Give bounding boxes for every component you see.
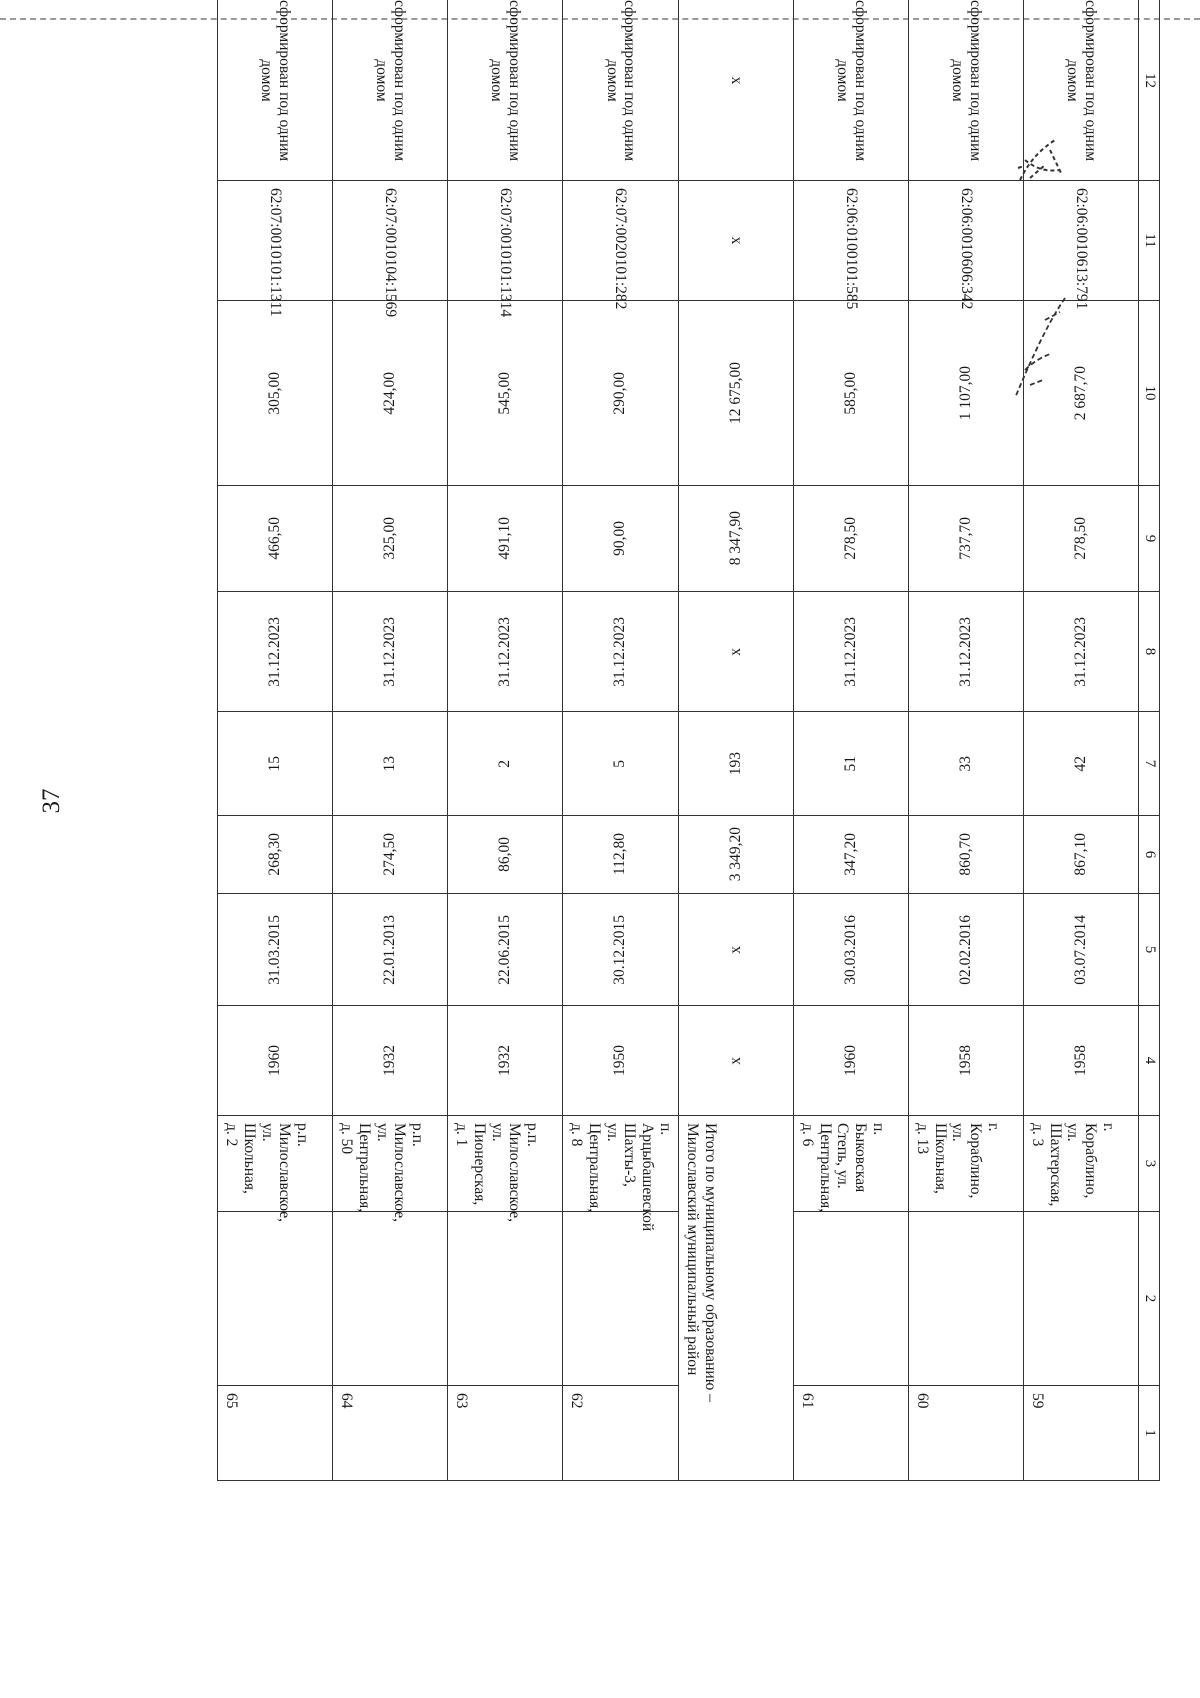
column-number-cell: 3: [1139, 1116, 1160, 1212]
cell-value: 31.12.2023: [496, 616, 514, 687]
cell-c8: [563, 592, 679, 712]
cell-c10: [333, 301, 448, 486]
column-number-cell: 2: [1139, 1212, 1160, 1386]
cell-value: 31.12.2023: [611, 616, 629, 687]
cell-c7: [794, 712, 909, 816]
column-number-cell: 4: [1139, 1006, 1160, 1116]
cell-c2: [333, 1212, 448, 1386]
cell-value: 8 347,90: [727, 511, 745, 566]
cell-c5: [563, 894, 679, 1006]
cell-c4: [794, 1006, 909, 1116]
cell-c8: [333, 592, 448, 712]
column-number-cell: 11: [1139, 181, 1160, 301]
cell-c4: [909, 1006, 1024, 1116]
cell-c6: [333, 816, 448, 894]
cell-c11: 62:07:0010101:1311: [218, 181, 333, 301]
cell-c2: [563, 1212, 679, 1386]
cell-c4: [333, 1006, 448, 1116]
cell-value: 15: [266, 755, 284, 772]
cell-value: 1932: [381, 1045, 399, 1076]
cell-c11: 62:06:0010613:791: [1024, 181, 1139, 301]
cell-value: 31.12.2023: [266, 616, 284, 687]
cell-c3: г. Кораблино, ул. Школьная, д. 13: [909, 1116, 1024, 1212]
table-row: [563, 0, 679, 1481]
cell-c5: [1024, 894, 1139, 1006]
cell-c9: [448, 486, 563, 592]
cell-c9: [1024, 486, 1139, 592]
cell-c6: [679, 816, 794, 894]
cell-c7: [909, 712, 1024, 816]
cell-c3: п. Быковская Степь, ул. Центральная, д. 6: [794, 1116, 909, 1212]
cell-c12: сформирован под одним домом: [794, 0, 909, 181]
cell-value: 30.12.2015: [611, 914, 629, 985]
cell-c7: [218, 712, 333, 816]
cell-value: 2 687,70: [1072, 365, 1090, 421]
housing-register-table: [217, 0, 1160, 1481]
table-row: [909, 0, 1024, 1481]
cell-c10: [679, 301, 794, 486]
rotated-sheet: [40, 0, 1160, 1550]
cell-c7: [448, 712, 563, 816]
cell-c1: 61: [794, 1386, 909, 1481]
cell-c2: [1024, 1212, 1139, 1386]
cell-value: 31.12.2023: [957, 616, 975, 687]
cell-value: 424,00: [381, 371, 399, 415]
cell-value: 491,10: [496, 517, 514, 560]
table-row: [333, 0, 448, 1481]
table-row: [794, 0, 909, 1481]
cell-c12: сформирован под одним домом: [1024, 0, 1139, 181]
cell-value: 585,00: [842, 371, 860, 415]
cell-c1: 62: [563, 1386, 679, 1481]
cell-c7: [679, 712, 794, 816]
cell-c1: 63: [448, 1386, 563, 1481]
cell-value: 305,00: [266, 371, 284, 415]
cell-value: 112,80: [611, 833, 629, 876]
cell-value: 2: [496, 759, 514, 768]
cell-c8: [1024, 592, 1139, 712]
cell-c12: сформирован под одним домом: [909, 0, 1024, 181]
signature-mark-bottom: [1005, 290, 1085, 410]
page-number: 37: [38, 788, 65, 814]
cell-value: 278,50: [842, 517, 860, 560]
cell-c4: [448, 1006, 563, 1116]
cell-c9: [218, 486, 333, 592]
cell-value: 30.03.2016: [842, 914, 860, 985]
cell-value: 13: [381, 755, 399, 772]
cell-c4: [563, 1006, 679, 1116]
cell-value: 290,00: [611, 371, 629, 415]
cell-c8: [218, 592, 333, 712]
table-row: [218, 0, 333, 1481]
cell-value: 3 349,20: [727, 827, 745, 882]
cell-value: 31.12.2023: [842, 616, 860, 687]
cell-value: 1950: [611, 1045, 629, 1076]
cell-c3: п. Арцыбашевской Шахты-3, ул. Центральная, д. 8: [563, 1116, 679, 1212]
cell-c8: [794, 592, 909, 712]
column-number-cell: 6: [1139, 816, 1160, 894]
cell-value: 51: [842, 755, 860, 772]
cell-value: 867,10: [1072, 833, 1090, 876]
cell-c7: [1024, 712, 1139, 816]
cell-value: 860,70: [957, 833, 975, 876]
cell-value: х: [727, 1056, 745, 1065]
cell-value: 1 107,00: [957, 365, 975, 421]
cell-value: х: [727, 647, 745, 656]
total-label-cell: Итого по муниципальному образованию – Милославский муниципальный район: [679, 1116, 794, 1481]
cell-c9: [909, 486, 1024, 592]
cell-value: 1960: [266, 1045, 284, 1076]
cell-value: 03.07.2014: [1072, 914, 1090, 985]
cell-value: 1958: [957, 1045, 975, 1076]
cell-c6: [563, 816, 679, 894]
cell-c2: [218, 1212, 333, 1386]
cell-value: 31.12.2023: [381, 616, 399, 687]
cell-value: 33: [957, 755, 975, 772]
cell-c2: [448, 1212, 563, 1386]
cell-value: 02.02.2016: [957, 914, 975, 985]
cell-c12: сформирован под одним домом: [218, 0, 333, 181]
cell-value: 86,00: [496, 837, 514, 872]
cell-value: 1932: [496, 1045, 514, 1076]
cell-c11: х: [679, 181, 794, 301]
cell-c3: р.п. Милославское, ул. Школьная, д. 2: [218, 1116, 333, 1212]
cell-c3: р.п. Милославское, ул. Пионерская, д. 1: [448, 1116, 563, 1212]
total-row: [679, 0, 794, 1481]
cell-c6: [218, 816, 333, 894]
cell-c5: [333, 894, 448, 1006]
column-number-cell: 12: [1139, 0, 1160, 181]
cell-value: 12 675,00: [727, 362, 745, 424]
cell-c1: 59: [1024, 1386, 1139, 1481]
cell-value: 347,20: [842, 833, 860, 876]
cell-c10: [218, 301, 333, 486]
cell-c5: [218, 894, 333, 1006]
cell-value: 278,50: [1072, 517, 1090, 560]
column-number-cell: 5: [1139, 894, 1160, 1006]
cell-c12: сформирован под одним домом: [563, 0, 679, 181]
column-number-cell: 7: [1139, 712, 1160, 816]
cell-c6: [909, 816, 1024, 894]
cell-c6: [1024, 816, 1139, 894]
cell-c4: [1024, 1006, 1139, 1116]
cell-c8: [679, 592, 794, 712]
table-row: [448, 0, 563, 1481]
cell-value: 1958: [1072, 1045, 1090, 1076]
cell-value: 31.12.2023: [1072, 616, 1090, 687]
column-number-cell: 1: [1139, 1386, 1160, 1481]
cell-c4: [218, 1006, 333, 1116]
cell-value: 274,50: [381, 833, 399, 876]
cell-c9: [333, 486, 448, 592]
cell-c7: [333, 712, 448, 816]
cell-c11: 62:07:0010101:1314: [448, 181, 563, 301]
cell-c8: [448, 592, 563, 712]
table-row: [1024, 0, 1139, 1481]
cell-value: 22.06.2015: [496, 914, 514, 985]
cell-c1: 64: [333, 1386, 448, 1481]
cell-value: 325,00: [381, 517, 399, 560]
cell-c2: [794, 1212, 909, 1386]
cell-c5: [679, 894, 794, 1006]
cell-c12: сформирован под одним домом: [448, 0, 563, 181]
cell-value: 5: [611, 759, 629, 768]
cell-c6: [794, 816, 909, 894]
cell-c1: 65: [218, 1386, 333, 1481]
cell-c10: [563, 301, 679, 486]
cell-c9: [563, 486, 679, 592]
column-number-row: [1139, 0, 1160, 1481]
table-body: [218, 0, 1160, 1481]
cell-c11: 62:07:0020101:282: [563, 181, 679, 301]
cell-c8: [909, 592, 1024, 712]
cell-c11: 62:06:0010606:342: [909, 181, 1024, 301]
cell-c5: [794, 894, 909, 1006]
cell-value: 42: [1072, 755, 1090, 772]
cell-value: х: [727, 945, 745, 954]
cell-c6: [448, 816, 563, 894]
cell-value: 466,50: [266, 517, 284, 560]
cell-c1: 60: [909, 1386, 1024, 1481]
cell-c12: сформирован под одним домом: [333, 0, 448, 181]
cell-value: 737,70: [957, 517, 975, 560]
cell-c9: [794, 486, 909, 592]
cell-c3: р.п. Милославское, ул. Центральная, д. 50: [333, 1116, 448, 1212]
cell-c10: [794, 301, 909, 486]
cell-c3: г. Кораблино, ул. Шахтерская, д. 3: [1024, 1116, 1139, 1212]
cell-c7: [563, 712, 679, 816]
cell-c11: 62:07:0010104:1569: [333, 181, 448, 301]
cell-value: 31.03.2015: [266, 914, 284, 985]
column-number-cell: 8: [1139, 592, 1160, 712]
cell-c4: [679, 1006, 794, 1116]
cell-value: 545,00: [496, 371, 514, 415]
table-rotation-wrapper: [40, 0, 1160, 1550]
cell-value: 90,00: [611, 521, 629, 556]
cell-c11: 62:06:0100101:585: [794, 181, 909, 301]
cell-value: 193: [727, 751, 745, 776]
cell-value: 268,30: [266, 833, 284, 876]
cell-c2: [909, 1212, 1024, 1386]
column-number-cell: 9: [1139, 486, 1160, 592]
cell-c5: [448, 894, 563, 1006]
cell-c10: [448, 301, 563, 486]
cell-c12: х: [679, 0, 794, 181]
signature-mark-top: [1000, 120, 1080, 200]
cell-c9: [679, 486, 794, 592]
column-number-cell: 10: [1139, 301, 1160, 486]
cell-c5: [909, 894, 1024, 1006]
cell-value: 1960: [842, 1045, 860, 1076]
cell-value: 22.01.2013: [381, 914, 399, 985]
